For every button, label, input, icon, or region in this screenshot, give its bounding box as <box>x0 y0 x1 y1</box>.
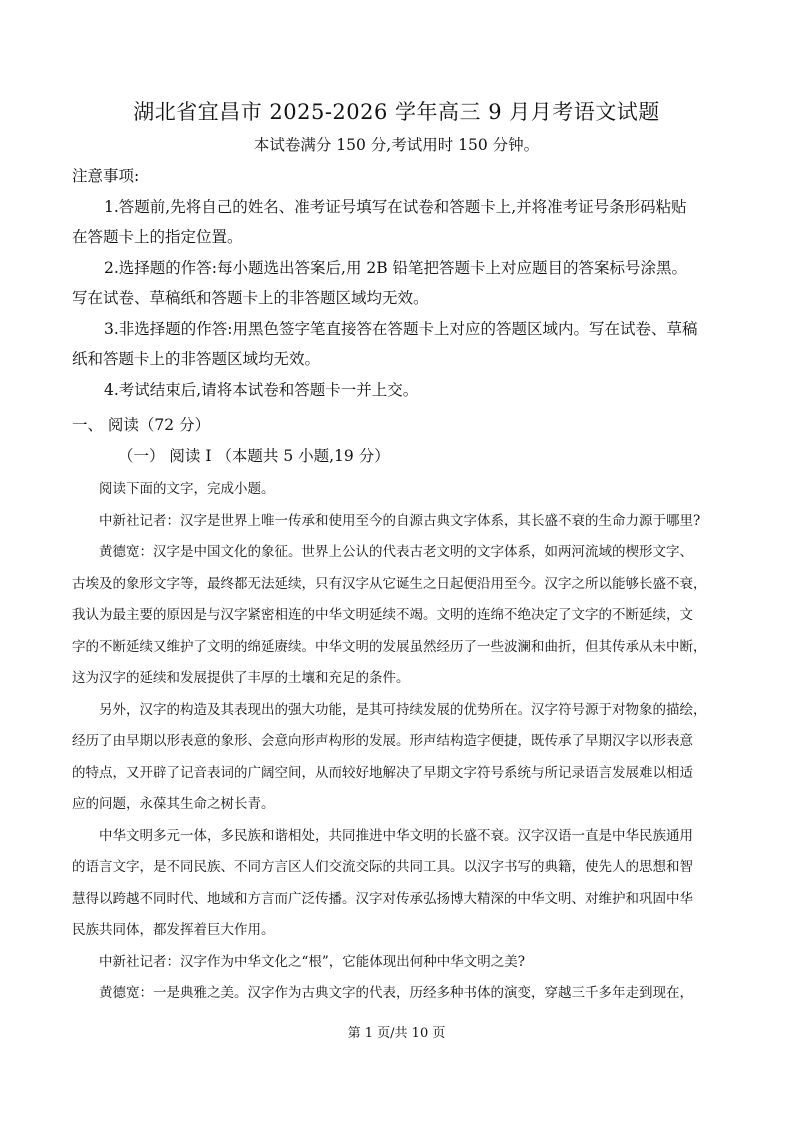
page-footer: 第 1 页/共 10 页 <box>347 1026 446 1041</box>
interview-question-2: 中新社记者：汉字作为中华文化之“根”，它能体现出何种中华文明之美? <box>99 953 526 970</box>
section-1-heading: 一、 阅读（72 分） <box>72 416 211 434</box>
paragraph-3-line-1: 中华文明多元一体，多民族和谐相处，共同推进中华文明的长盛不衰。汉字汉语一直是中华民族通用 <box>99 827 693 844</box>
paragraph-3-line-3: 慧得以跨越不同时代、地域和方言而广泛传播。汉字对传承弘扬博大精深的中华文明、对维护和巩固中华 <box>72 890 693 907</box>
notice-item-1-line-2: 在答题卡上的指定位置。 <box>72 228 243 246</box>
notice-item-1-line-1: 1.答题前,先将自己的姓名、准考证号填写在试卷和答题卡上,并将准考证号条形码粘贴 <box>104 197 687 216</box>
exam-title: 湖北省宜昌市 2025-2026 学年高三 9 月月考语文试题 <box>133 100 660 124</box>
answer-1-line-5: 这为汉字的延续和发展提供了丰厚的土壤和充足的条件。 <box>72 670 410 686</box>
answer-1-line-4: 字的不断延续又维护了文明的绵延赓续。中华文明的发展虽然经历了一些波澜和曲折，但其传承从未中断， <box>72 638 707 655</box>
section-heading-block <box>72 410 724 471</box>
notice-section <box>72 161 724 405</box>
subsection-1-heading: （一） 阅读 I （本题共 5 小题,19 分） <box>118 446 390 465</box>
notice-item-4: 4.考试结束后,请将本试卷和答题卡一并上交。 <box>104 380 419 399</box>
paragraph-2-line-4: 应的问题，永葆其生命之树长青。 <box>72 796 275 812</box>
notice-item-3-line-1: 3.非选择题的作答:用黑色签字笔直接答在答题卡上对应的答题区域内。写在试卷、草稿 <box>104 319 698 338</box>
paragraph-3-line-4: 民族共同体，都发挥着巨大作用。 <box>72 922 275 938</box>
notice-item-2-line-1: 2.选择题的作答:每小题选出答案后,用 2B 铅笔把答题卡上对应题目的答案标号涂黑。 <box>104 258 688 277</box>
article-body <box>72 474 724 1010</box>
answer-1-line-2: 古埃及的象形文字等，最终都无法延续，只有汉字从它诞生之日起便沿用至今。汉字之所以能够长盛不衰， <box>72 575 707 592</box>
answer-2-line-1: 黄德宽：一是典雅之美。汉字作为古典文字的代表，历经多种书体的演变，穿越三千多年走到现在， <box>99 985 693 1001</box>
notice-heading: 注意事项: <box>72 167 140 185</box>
interview-question-1: 中新社记者：汉字是世界上唯一传承和使用至今的自源古典文字体系，其长盛不衰的生命力源于哪里? <box>99 512 701 529</box>
paragraph-2-line-3: 的特点，又开辟了记音表词的广阔空间，从而较好地解决了早期文字符号系统与所记录语言发展难以相适 <box>72 764 693 781</box>
paragraph-2-line-1: 另外，汉字的构造及其表现出的强大功能，是其可持续发展的优势所在。汉字符号源于对物象的描绘， <box>99 701 707 718</box>
notice-item-3-line-2: 纸和答题卡上的非答题区域均无效。 <box>72 350 321 368</box>
answer-1-line-3: 我认为最主要的原因是与汉字紧密相连的中华文明延续不竭。文明的连绵不绝决定了文字的不断延续，文 <box>72 607 693 623</box>
answer-1-line-1: 黄德宽：汉字是中国文化的象征。世界上公认的代表古老文明的文字体系，如两河流域的楔形文字、 <box>99 544 693 560</box>
article-instruction: 阅读下面的文字，完成小题。 <box>99 481 275 497</box>
paragraph-3-line-2: 的语言文字，是不同民族、不同方言区人们交流交际的共同工具。以汉字书写的典籍，使先人的思想和智 <box>72 859 693 875</box>
exam-subtitle: 本试卷满分 150 分,考试用时 150 分钟。 <box>253 136 540 154</box>
paragraph-2-line-2: 经历了由早期以形表意的象形、会意向形声构形的发展。形声结构造字便捷，既传承了早期汉字以形表意 <box>72 733 693 749</box>
notice-item-2-line-2: 写在试卷、草稿纸和答题卡上的非答题区域均无效。 <box>72 289 429 307</box>
